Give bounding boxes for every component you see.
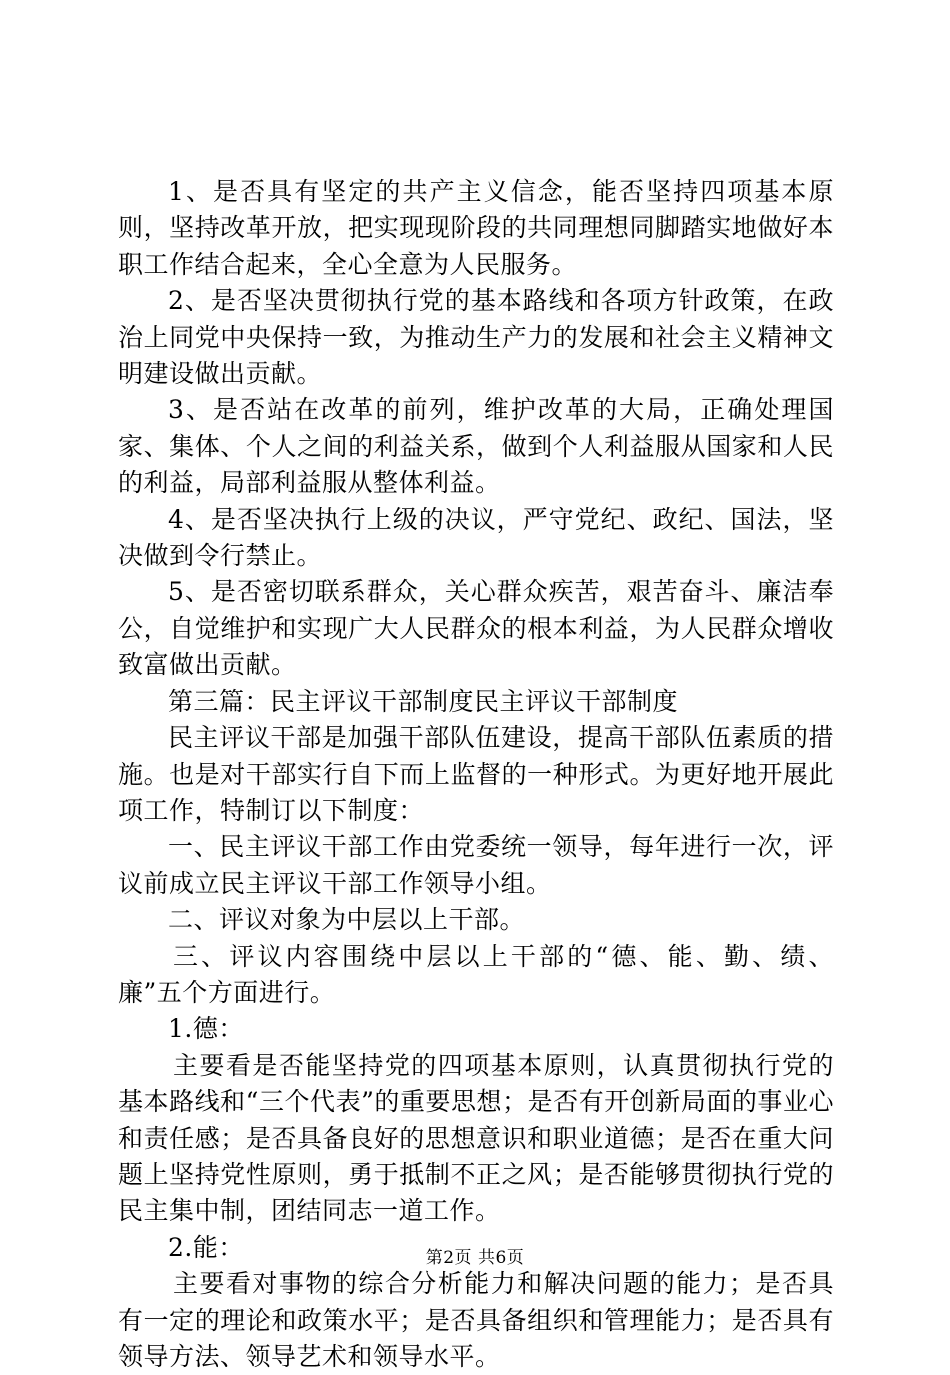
- paragraph-item-4: 4、是否坚决执行上级的决议，严守党纪、政纪、国法，坚决做到令行禁止。: [118, 504, 834, 571]
- rule-one: 一、民主评议干部工作由党委统一领导，每年进行一次，评议前成立民主评议干部工作领导小组。: [118, 832, 834, 898]
- section-intro: 民主评议干部是加强干部队伍建设，提高干部队伍素质的措施。也是对干部实行自下而上监督的一种形式。为更好地开展此项工作，特制订以下制度：: [118, 723, 834, 825]
- paragraph-item-2: 2、是否坚决贯彻执行党的基本路线和各项方针政策，在政治上同党中央保持一致，为推动生产力的发展和社会主义精神文明建设做出贡献。: [118, 286, 834, 389]
- subheading-de: 1.德：: [168, 1014, 244, 1044]
- content-de: 主要看是否能坚持党的四项基本原则，认真贯彻执行党的基本路线和“三个代表”的重要思想；是否有开创新局面的事业心和责任感；是否具备良好的思想意识和职业道德；是否在重大问题上坚持党性原则，勇于抵制不正之风；是否能够贯彻执行党的民主集中制，团结同志一道工作。: [118, 1050, 834, 1226]
- rule-three: 三、评议内容围绕中层以上干部的“德、能、勤、绩、廉”五个方面进行。: [118, 941, 834, 1007]
- page-footer: 第2页 共6页: [425, 1248, 525, 1268]
- content-neng: 主要看对事物的综合分析能力和解决问题的能力；是否具有一定的理论和政策水平；是否具备组织和管理能力；是否具有领导方法、领导艺术和领导水平。: [118, 1269, 834, 1371]
- paragraph-item-1: 1、是否具有坚定的共产主义信念，能否坚持四项基本原则，坚持改革开放，把实现现阶段的共同理想同脚踏实地做好本职工作结合起来，全心全意为人民服务。: [118, 177, 834, 279]
- section-heading: 第三篇：民主评议干部制度民主评议干部制度: [168, 686, 679, 716]
- subheading-neng: 2.能：: [168, 1232, 244, 1262]
- paragraph-item-5: 5、是否密切联系群众，关心群众疾苦，艰苦奋斗、廉洁奉公，自觉维护和实现广大人民群众的根本利益，为人民群众增收致富做出贡献。: [118, 577, 834, 680]
- document-body: [118, 174, 834, 1375]
- paragraph-item-3: 3、是否站在改革的前列，维护改革的大局，正确处理国家、集体、个人之间的利益关系，做到个人利益服从国家和人民的利益，局部利益服从整体利益。: [118, 395, 834, 498]
- rule-two: 二、评议对象为中层以上干部。: [168, 905, 526, 935]
